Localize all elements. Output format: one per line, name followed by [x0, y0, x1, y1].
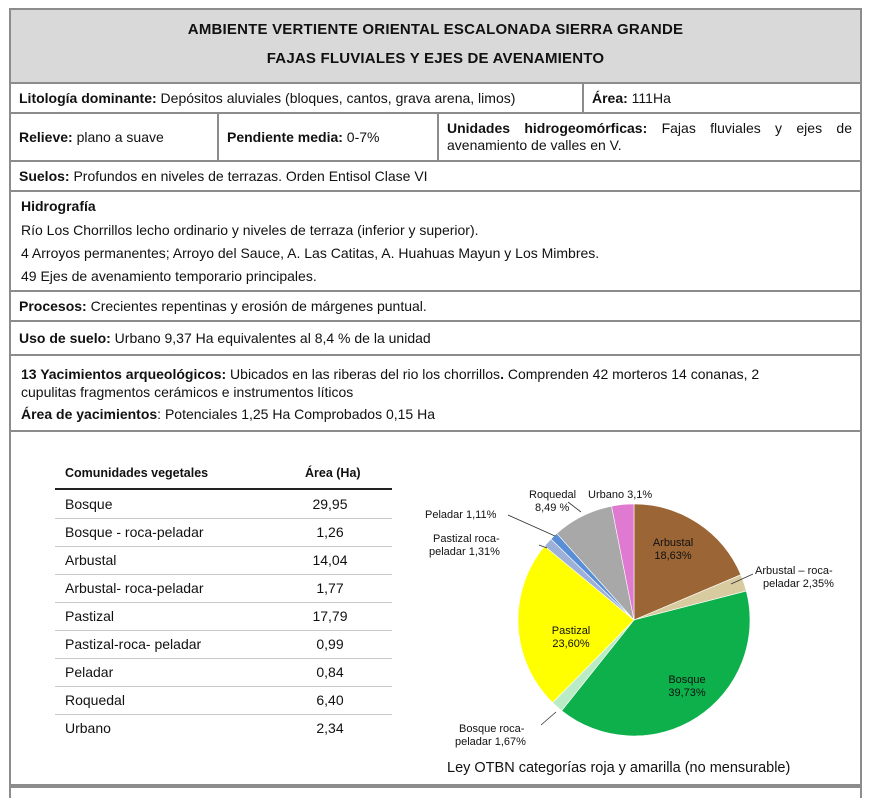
- label-pastroca-2: peladar 1,31%: [429, 546, 500, 558]
- leader-bosque-roca: [541, 712, 556, 725]
- yac-area-label: Área de yacimientos: [21, 406, 158, 422]
- relieve-cell: [11, 114, 217, 160]
- label-bosroca-2: peladar 1,67%: [455, 736, 526, 748]
- leader-roquedal: [568, 502, 581, 512]
- label-pastroca-1: Pastizal roca-: [433, 533, 500, 545]
- row-name: Bosque - roca-peladar: [65, 524, 204, 540]
- row-name: Roquedal: [65, 692, 125, 708]
- yacimientos-value3: cupulitas fragmentos cerámicos e instrumentos líticos: [21, 384, 354, 400]
- relieve-value: plano a suave: [72, 129, 164, 145]
- row-area: 17,79: [312, 608, 348, 624]
- col-comunidades: Comunidades vegetales: [65, 466, 209, 480]
- sub-title: FAJAS FLUVIALES Y EJES DE AVENAMIENTO: [266, 50, 605, 67]
- procesos-value: Crecientes repentinas y erosión de márgenes puntual.: [86, 298, 427, 314]
- unidades-value: Fajas fluviales y ejes de avenamiento de valles en V.: [447, 120, 852, 153]
- row-area: 14,04: [312, 552, 348, 568]
- hidrografia-row: [9, 190, 862, 290]
- main-title: AMBIENTE VERTIENTE ORIENTAL ESCALONADA SIERRA GRANDE: [187, 21, 684, 38]
- label-pastizal-2: 23,60%: [552, 638, 590, 650]
- next-section-edge: [9, 786, 862, 798]
- uso-label: Uso de suelo:: [19, 330, 111, 346]
- hidrografia-line3: 49 Ejes de avenamiento temporario principales.: [21, 268, 317, 284]
- yacimientos-value1: Ubicados en las riberas del rio los chorrillos: [226, 366, 501, 382]
- row-area: 0,84: [316, 664, 344, 680]
- unidades-cell: [439, 114, 860, 160]
- row-name: Bosque: [65, 496, 113, 512]
- area-cell: [584, 84, 860, 112]
- area-label: Área:: [592, 90, 628, 106]
- row-area: 2,34: [316, 720, 344, 736]
- row-area: 1,77: [316, 580, 344, 596]
- area-value: 111Ha: [627, 90, 671, 106]
- vegetation-section: [9, 430, 862, 786]
- procesos-label: Procesos:: [19, 298, 87, 314]
- hidrografia-line1: Río Los Chorrillos lecho ordinario y niveles de terraza (inferior y superior).: [21, 222, 479, 238]
- pendiente-label: Pendiente media:: [227, 129, 343, 145]
- suelos-value: Profundos en niveles de terrazas. Orden Entisol Clase VI: [69, 168, 428, 184]
- label-arbustal-1: Arbustal: [652, 537, 694, 549]
- chart-caption: Ley OTBN categorías roja y amarilla (no mensurable): [447, 760, 791, 776]
- leader-peladar: [508, 515, 555, 536]
- litologia-label: Litología dominante:: [19, 90, 157, 106]
- yac-area-value: : Potenciales 1,25 Ha Comprobados 0,15 Ha: [157, 406, 436, 422]
- procesos-cell: [11, 292, 860, 320]
- suelos-cell: [11, 162, 860, 190]
- pie-chart: [11, 432, 864, 788]
- hidrografia-label: Hidrografía: [21, 198, 96, 214]
- suelos-row: [9, 160, 862, 190]
- row-name: Pastizal: [65, 608, 115, 624]
- yacimientos-row: [9, 354, 862, 430]
- label-bosque-2: 39,73%: [668, 687, 706, 699]
- label-bosroca-1: Bosque roca-: [459, 723, 525, 735]
- relieve-row: [9, 112, 862, 160]
- hidrografia-line2: 4 Arroyos permanentes; Arroyo del Sauce, A. Las Catitas, A. Huahuas Mayun y Los Mimbres.: [21, 245, 600, 261]
- row-name: Pastizal-roca- peladar: [65, 636, 202, 652]
- label-arbustal-2: 18,63%: [654, 550, 692, 562]
- label-bosque-1: Bosque: [668, 674, 706, 686]
- label-arbroca-2: peladar 2,35%: [763, 578, 834, 590]
- label-urbano: Urbano 3,1%: [588, 489, 653, 501]
- litologia-row: [9, 82, 862, 112]
- col-area: Área (Ha): [305, 466, 361, 480]
- row-area: 6,40: [316, 692, 344, 708]
- row-name: Peladar: [65, 664, 114, 680]
- uso-row: [9, 320, 862, 354]
- row-area: 0,99: [316, 636, 344, 652]
- unidades-label: Unidades hidrogeomórficas:: [447, 120, 648, 136]
- pendiente-value: 0-7%: [342, 129, 380, 145]
- yacimientos-label: 13 Yacimientos arqueológicos:: [21, 366, 227, 382]
- litologia-cell: [11, 84, 582, 112]
- header: [9, 8, 862, 82]
- pendiente-cell: [219, 114, 437, 160]
- label-roquedal-1: Roquedal: [529, 489, 577, 501]
- yacimientos-value2: Comprenden 42 morteros 14 conanas, 2: [503, 366, 760, 382]
- uso-value: Urbano 9,37 Ha equivalentes al 8,4 % de la unidad: [110, 330, 431, 346]
- suelos-label: Suelos:: [19, 168, 70, 184]
- label-pastizal-1: Pastizal: [551, 625, 591, 637]
- row-name: Urbano: [65, 720, 111, 736]
- relieve-label: Relieve:: [19, 129, 73, 145]
- row-area: 1,26: [316, 524, 344, 540]
- procesos-row: [9, 290, 862, 320]
- label-arbroca-1: Arbustal – roca-: [755, 565, 833, 577]
- row-name: Arbustal- roca-peladar: [65, 580, 204, 596]
- row-name: Arbustal: [65, 552, 117, 568]
- litologia-value: Depósitos aluviales (bloques, cantos, grava arena, limos): [156, 90, 516, 106]
- yacimientos-dot: .: [500, 366, 504, 382]
- row-area: 29,95: [312, 496, 348, 512]
- label-roquedal-2: 8,49 %: [535, 502, 570, 514]
- uso-cell: [11, 322, 860, 354]
- label-peladar: Peladar 1,11%: [425, 509, 497, 521]
